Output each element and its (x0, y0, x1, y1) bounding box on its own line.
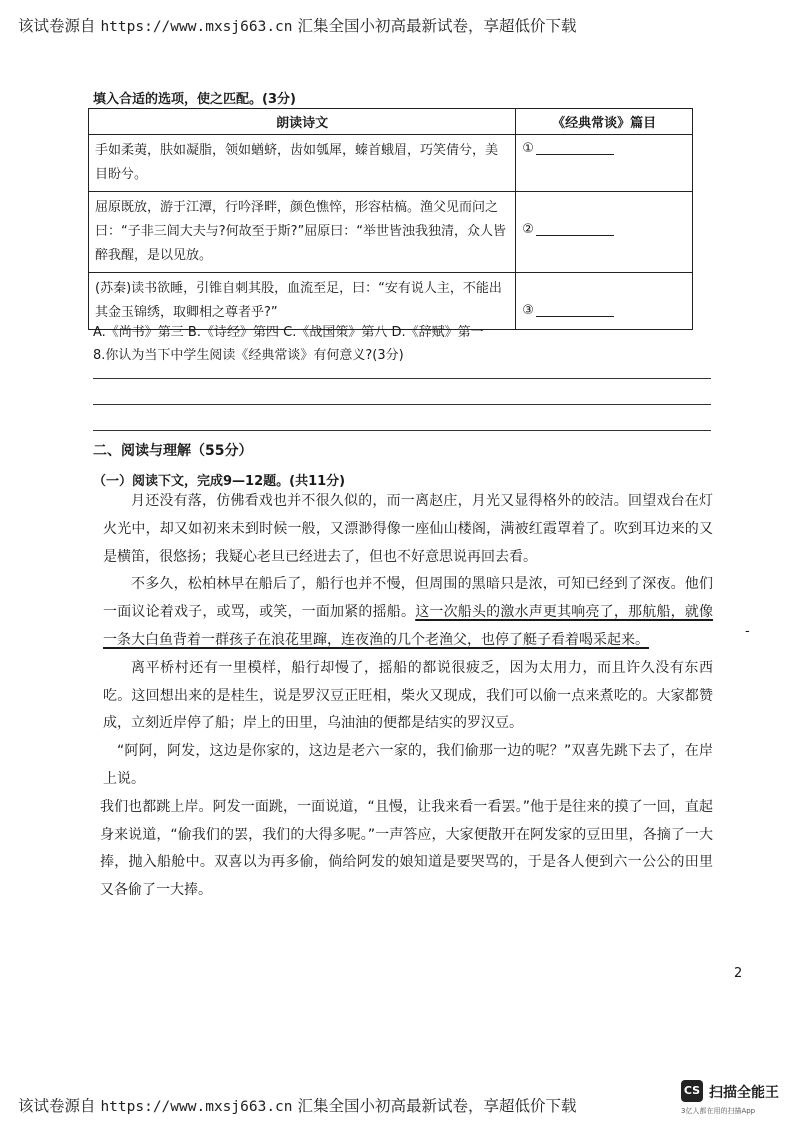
answer-cell[interactable] (516, 192, 693, 273)
answer-line[interactable] (93, 378, 711, 379)
subsection-title: （一）阅读下文，完成9—12题。(共11分) (93, 474, 346, 489)
answer-marker: ② (522, 222, 534, 237)
paragraph: “阿阿，阿发，这边是你家的，这边是老六一家的，我们偷那一边的呢？”双喜先跳下去了，在岸上说。 (103, 743, 713, 787)
page-number: 2 (734, 966, 743, 981)
source-banner-bottom (18, 1094, 576, 1116)
paragraph-text: 不多久，松柏林早在船后了，船行也并不慢，但周围的黑暗只是浓，可知已经到了深夜。他们一面议论着戏子，或骂，或笑，一面加紧的摇船。 (103, 576, 713, 621)
answer-marker: ③ (522, 303, 534, 318)
table-row (89, 135, 693, 192)
banner-url[interactable]: https://www.mxsj663.cn (100, 19, 293, 35)
answer-cell[interactable] (516, 273, 693, 330)
reading-passage (100, 488, 714, 905)
answer-marker: ① (522, 141, 534, 156)
underlined-sentence: 这一次船头的激水声更其响亮了，那航船，就像一条大白鱼背着一群孩子在浪花里蹿，连夜渔的几个老渔父，也停了艇子看着喝采起来。 (103, 604, 714, 648)
table-row (89, 192, 693, 273)
banner-prefix: 该试卷源自 (18, 17, 96, 35)
banner-prefix: 该试卷源自 (18, 1097, 96, 1115)
matching-table (88, 108, 693, 330)
banner-suffix: 汇集全国小初高最新试卷，享超低价下载 (297, 17, 577, 35)
poem-text: 屈原既放，游于江潭，行吟泽畔，颜色憔悴，形容枯槁。渔父见而问之曰：“子非三闾大夫与?何故至于斯?”屈原曰：“举世皆浊我独清，众人皆醉我醒，是以见放。 (89, 192, 516, 273)
paragraph: 离平桥村还有一里模样，船行却慢了，摇船的都说很疲乏，因为太用力，而且许久没有东西吃。这回想出来的是桂生，说是罗汉豆正旺相，柴火又现成，我们可以偷一点来煮吃的。大家都赞成，立刻近岸停了船；岸上的田里，乌油油的便都是结实的罗汉豆。 (103, 659, 713, 732)
paragraph: 月还没有落，仿佛看戏也并不很久似的，而一离赵庄，月光又显得格外的皎洁。回望戏台在灯火光中，却又如初来未到时候一般，又漂渺得像一座仙山楼阁，满被红霞罩着了。吹到耳边来的又是横笛，很悠扬；我疑心老旦已经进去了，但也不好意思说再回去看。 (103, 493, 713, 565)
scanner-tagline: 3亿人都在用的扫描App (681, 1107, 756, 1115)
poem-text: 手如柔荑，肤如凝脂，领如蝤蛴，齿如瓠犀，螓首蛾眉，巧笑倩兮，美目盼兮。 (89, 135, 516, 192)
banner-url[interactable]: https://www.mxsj663.cn (100, 1099, 293, 1115)
scanner-app-name: 扫描全能王 (709, 1085, 779, 1101)
answer-blank[interactable] (536, 223, 614, 236)
section-title: 二、阅读与理解（55分） (93, 443, 253, 459)
answer-line[interactable] (93, 404, 711, 405)
question7-intro: 填入合适的选项，使之匹配。(3分) (93, 92, 296, 107)
answer-options: A.《尚书》第三 B.《诗经》第四 C.《战国策》第八 D.《辞赋》第一 (93, 325, 484, 340)
answer-blank[interactable] (536, 142, 614, 155)
answer-blank[interactable] (536, 304, 614, 317)
column-header-chapter: 《经典常谈》篇目 (516, 109, 693, 135)
margin-mark: - (745, 624, 750, 639)
source-banner-top (18, 14, 576, 36)
scanner-logo (681, 1080, 786, 1116)
banner-suffix: 汇集全国小初高最新试卷，享超低价下载 (297, 1097, 577, 1115)
poem-text: (苏秦)读书欲睡，引锥自刺其股，血流至足，曰：“安有说人主，不能出其金玉锦绣，取卿相之尊者乎?” (89, 273, 516, 330)
answer-line[interactable] (93, 430, 711, 431)
answer-cell[interactable] (516, 135, 693, 192)
cs-logo-icon: CS (681, 1080, 703, 1102)
column-header-poem: 朗读诗文 (89, 109, 516, 135)
question8-prompt: 8.你认为当下中学生阅读《经典常谈》有何意义?(3分) (93, 348, 404, 363)
paragraph: 我们也都跳上岸。阿发一面跳，一面说道，“且慢，让我来看一看罢。”他于是往来的摸了一回，直起身来说道，“偷我们的罢，我们的大得多呢。”一声答应，大家便散开在阿发家的豆田里，各摘了一大捧，抛入船舱中。双喜以为再多偷，倘给阿发的娘知道是要哭骂的，于是各人便到六一公公的田里又各偷了一大捧。 (100, 798, 713, 899)
paragraph (103, 571, 713, 654)
